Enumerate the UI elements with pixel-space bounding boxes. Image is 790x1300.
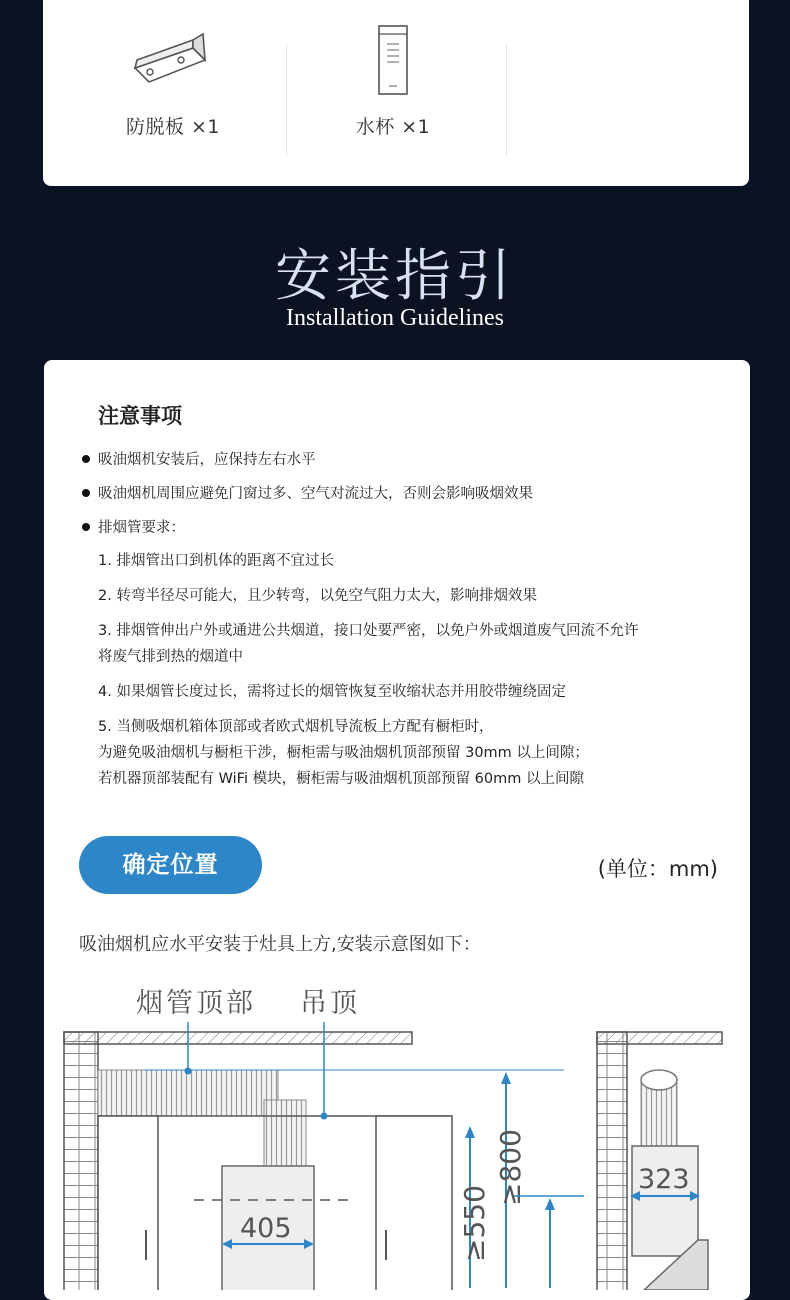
dim-550: ≥550	[458, 1185, 491, 1262]
bullet-dot	[82, 523, 90, 531]
divider	[506, 45, 507, 155]
notice-item: 将废气排到热的烟道中	[98, 649, 243, 665]
dim-800: ≥800	[494, 1129, 527, 1206]
label-ceiling: 吊顶	[300, 988, 360, 1019]
notice-item: 3. 排烟管伸出户外或通进公共烟道，接口处要严密，以免户外或烟道废气回流不允许	[98, 623, 639, 639]
exhaust-duct-vertical	[264, 1100, 306, 1166]
installation-diagram	[44, 970, 750, 1290]
installation-card	[44, 360, 750, 1300]
bullet-dot	[82, 489, 90, 497]
notice-item: 4. 如果烟管长度过长，需将过长的烟管恢复至收缩状态并用胶带缠绕固定	[98, 684, 566, 700]
section-title-en: Installation Guidelines	[286, 305, 504, 331]
dim-width: 405	[240, 1213, 292, 1244]
right-slab	[597, 1032, 722, 1044]
bullet-text: 吸油烟机周围应避免门窗过多、空气对流过大，否则会影响吸烟效果	[98, 486, 533, 502]
accessory-label: 防脱板 ×1	[125, 116, 221, 138]
right-cabinet	[376, 1116, 452, 1290]
notice-title: 注意事项	[98, 404, 182, 428]
exhaust-duct-horizontal	[98, 1070, 278, 1116]
install-intro: 吸油烟机应水平安装于灶具上方,安装示意图如下：	[79, 934, 481, 955]
accessory-label: 水杯 ×1	[355, 116, 431, 138]
notice-item: 为避免吸油烟机与橱柜干涉，橱柜需与吸油烟机顶部预留 30mm 以上间隙；	[98, 745, 589, 761]
notice-bullet	[82, 448, 316, 469]
label-duct-top: 烟管顶部	[136, 988, 256, 1019]
notice-item: 若机器顶部装配有 WiFi 模块，橱柜需与吸油烟机顶部预留 60mm 以上间隙	[98, 771, 584, 787]
side-hood	[632, 1146, 698, 1256]
left-cabinet	[98, 1116, 158, 1290]
water-cup-icon	[313, 0, 473, 100]
bullet-text: 吸油烟机安装后，应保持左右水平	[98, 452, 316, 468]
anti-drop-plate-icon	[93, 0, 253, 100]
top-slab	[64, 1032, 412, 1044]
notice-item: 1. 排烟管出口到机体的距离不宜过长	[98, 553, 334, 569]
bullet-dot	[82, 455, 90, 463]
section-title-cn: 安装指引	[275, 244, 515, 309]
left-wall	[64, 1032, 98, 1290]
unit-label: (单位：mm)	[597, 857, 718, 881]
confirm-position-button[interactable]: 确定位置	[79, 836, 262, 894]
divider	[286, 45, 287, 155]
dim-side: 323	[638, 1164, 690, 1195]
notice-item: 2. 转弯半径尽可能大，且少转弯，以免空气阻力太大，影响排烟效果	[98, 588, 537, 604]
accessory-card	[43, 0, 749, 186]
right-wall	[597, 1032, 627, 1290]
notice-item: 5. 当侧吸烟机箱体顶部或者欧式烟机导流板上方配有橱柜时，	[98, 719, 494, 735]
notice-bullet	[82, 516, 185, 537]
notice-bullet	[82, 482, 533, 503]
bullet-text: 排烟管要求：	[98, 520, 185, 536]
